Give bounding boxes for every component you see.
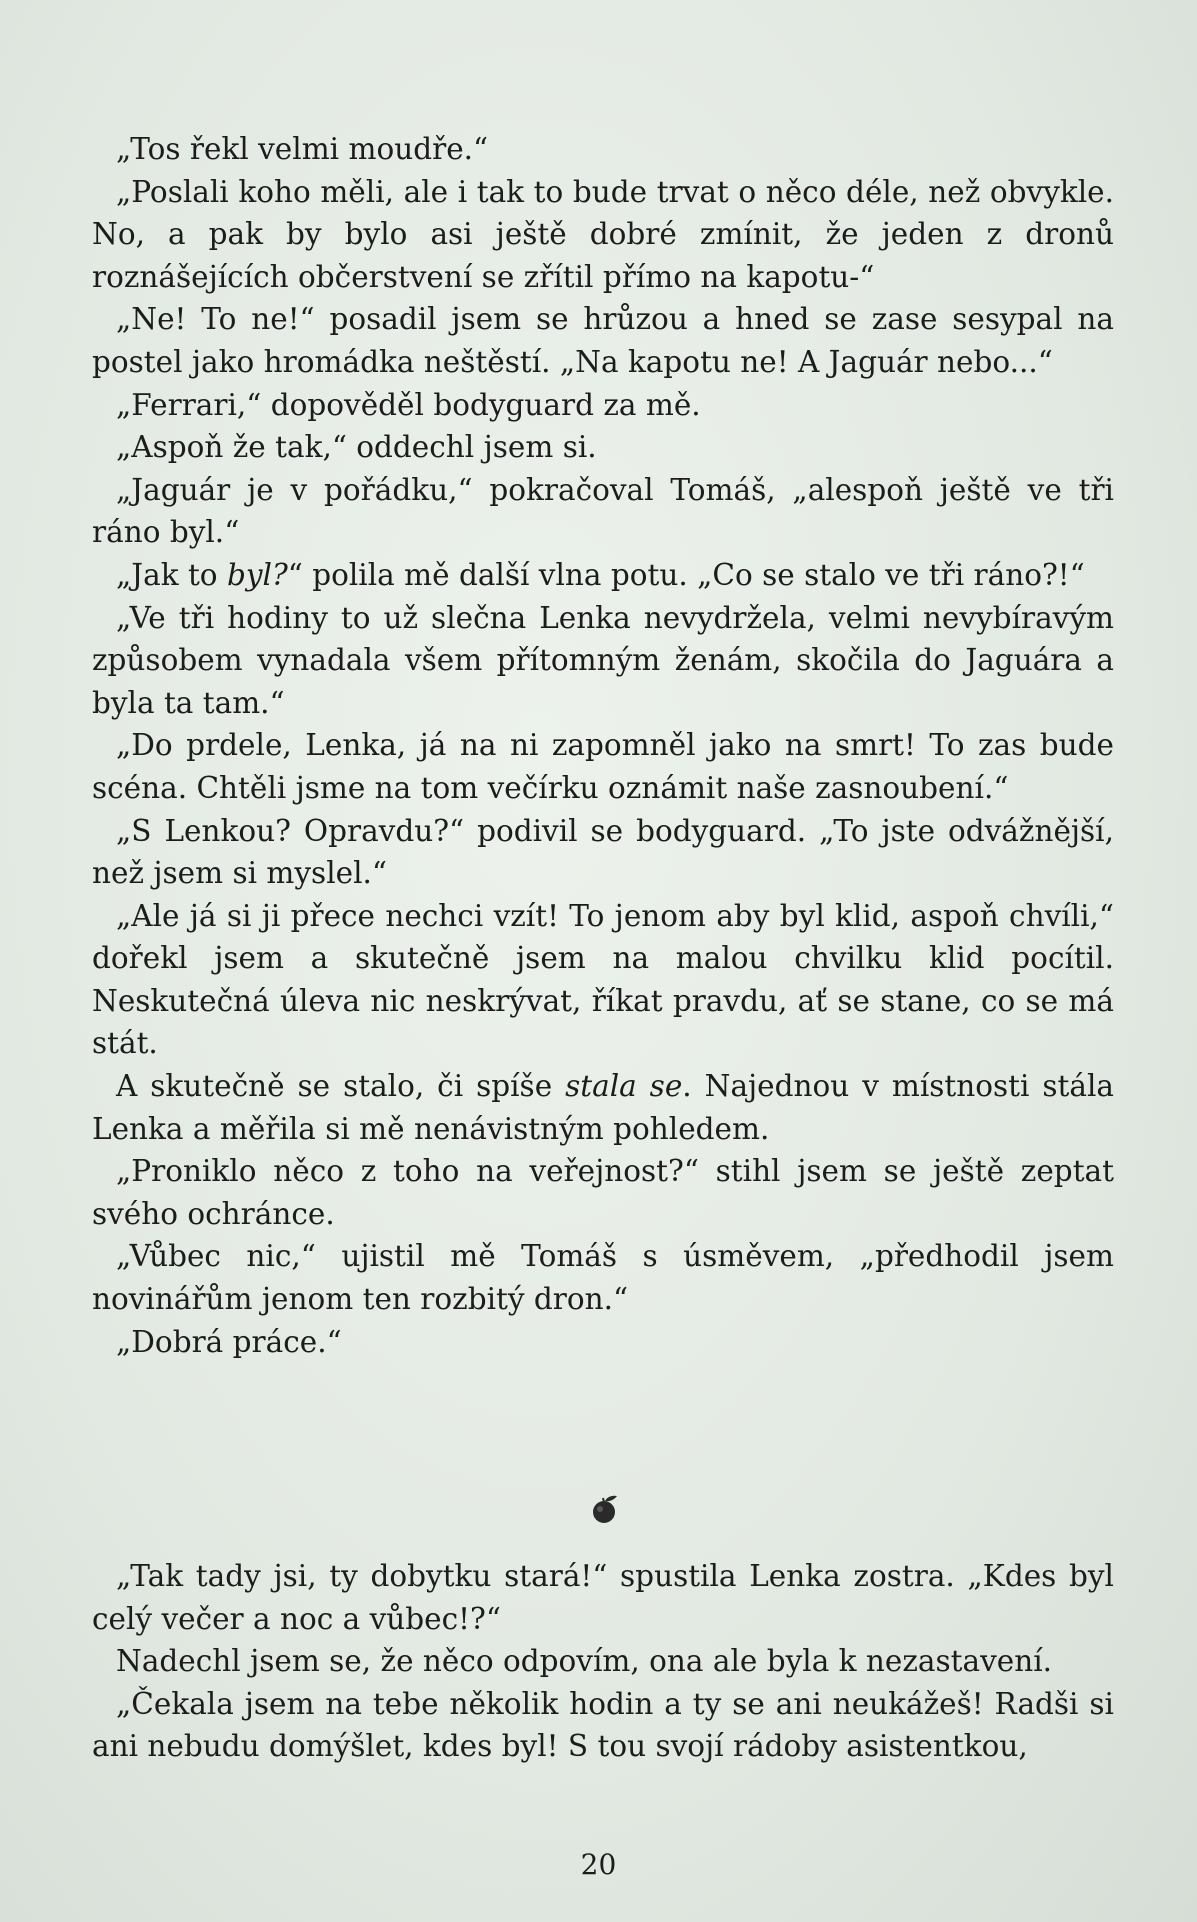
paragraph bbox=[92, 426, 1114, 469]
paragraph-text: „Čekala jsem na tebe několik hodin a ty se ani neukážeš! Radši si ani nebudu domýšlet, kdes byl! S tou svojí rádoby asistentkou, bbox=[92, 1686, 1114, 1764]
paragraph bbox=[92, 171, 1114, 299]
paragraph bbox=[92, 469, 1114, 554]
paragraph-text: “ polila mě další vlna potu. „Co se stalo ve tři ráno?!“ bbox=[287, 557, 1085, 592]
apple-ornament-icon bbox=[588, 1492, 622, 1526]
paragraph bbox=[92, 1150, 1114, 1235]
italic-text: byl? bbox=[226, 557, 288, 592]
paragraph-text: „Jaguár je v pořádku,“ pokračoval Tomáš, „alespoň ještě ve tři ráno byl.“ bbox=[92, 472, 1114, 550]
paragraph bbox=[92, 1683, 1114, 1768]
paragraph-text: . Najednou v místnosti stála Lenka a měřila si mě nenávistným pohledem. bbox=[92, 1069, 1115, 1146]
paragraph-text: „Poslali koho měli, ale i tak to bude trvat o něco déle, než obvykle. No, a pak by bylo asi ještě dobré zmínit, že jeden z dronů roznášejících občerstvení se zřítil přímo na kapotu-“ bbox=[92, 174, 1114, 294]
paragraph bbox=[92, 1065, 1114, 1150]
paragraph-text: „Ne! To ne!“ posadil jsem se hrůzou a hned se zase sesypal na postel jako hromádka neštěstí. „Na kapotu ne! A Jaguár nebo...“ bbox=[92, 302, 1114, 379]
paragraph bbox=[92, 810, 1114, 895]
paragraph-text: „S Lenkou? Opravdu?“ podivil se bodyguard. „To jste odvážnější, než jsem si myslel.“ bbox=[92, 813, 1114, 891]
paragraph bbox=[92, 128, 1114, 171]
paragraph-text: „Proniklo něco z toho na veřejnost?“ stihl jsem se ještě zeptat svého ochránce. bbox=[92, 1154, 1114, 1231]
text-section-1 bbox=[92, 128, 1114, 1363]
paragraph bbox=[92, 724, 1114, 809]
page-number: 20 bbox=[580, 1848, 617, 1881]
italic-text: stala se bbox=[565, 1069, 683, 1104]
paragraph-text: „Jak to bbox=[116, 557, 227, 592]
text-section-2 bbox=[92, 1555, 1114, 1768]
paragraph bbox=[92, 895, 1114, 1065]
paragraph-text: Nadechl jsem se, že něco odpovím, ona ale byla k nezastavení. bbox=[116, 1644, 1053, 1679]
paragraph bbox=[92, 1640, 1114, 1683]
paragraph bbox=[92, 597, 1114, 725]
paragraph-text: „Ve tři hodiny to už slečna Lenka nevydržela, velmi nevybíravým způsobem vynadala všem přítomným ženám, skočila do Jaguára a byla ta tam.“ bbox=[92, 600, 1114, 720]
paragraph-text: „Tak tady jsi, ty dobytku stará!“ spustila Lenka zostra. „Kdes byl celý večer a noc a vůbec!?“ bbox=[92, 1559, 1114, 1636]
paragraph-text: „Dobrá práce.“ bbox=[116, 1324, 342, 1359]
paragraph-text: „Vůbec nic,“ ujistil mě Tomáš s úsměvem, „předhodil jsem novinářům jenom ten rozbitý dron.“ bbox=[92, 1239, 1114, 1317]
paragraph-text: „Aspoň že tak,“ oddechl jsem si. bbox=[116, 430, 597, 465]
paragraph bbox=[92, 1321, 1114, 1364]
paragraph bbox=[92, 384, 1114, 427]
paragraph-text: „Tos řekl velmi moudře.“ bbox=[116, 132, 489, 166]
paragraph bbox=[92, 298, 1114, 383]
paragraph-text: „Do prdele, Lenka, já na ni zapomněl jako na smrt! To zas bude scéna. Chtěli jsme na tom večírku oznámit naše zasnoubení.“ bbox=[92, 728, 1114, 805]
paragraph bbox=[92, 1235, 1114, 1320]
paragraph bbox=[92, 1555, 1114, 1640]
paragraph-text: A skutečně se stalo, či spíše bbox=[116, 1069, 566, 1104]
paragraph-text: „Ale já si ji přece nechci vzít! To jenom aby byl klid, aspoň chvíli,“ dořekl jsem a skutečně jsem na malou chvilku klid pocítil. Neskutečná úleva nic neskrývat, říkat pravdu, ať se stane, co se má stát. bbox=[92, 898, 1114, 1061]
paragraph-text: „Ferrari,“ dopověděl bodyguard za mě. bbox=[116, 387, 701, 422]
paragraph bbox=[92, 554, 1114, 597]
